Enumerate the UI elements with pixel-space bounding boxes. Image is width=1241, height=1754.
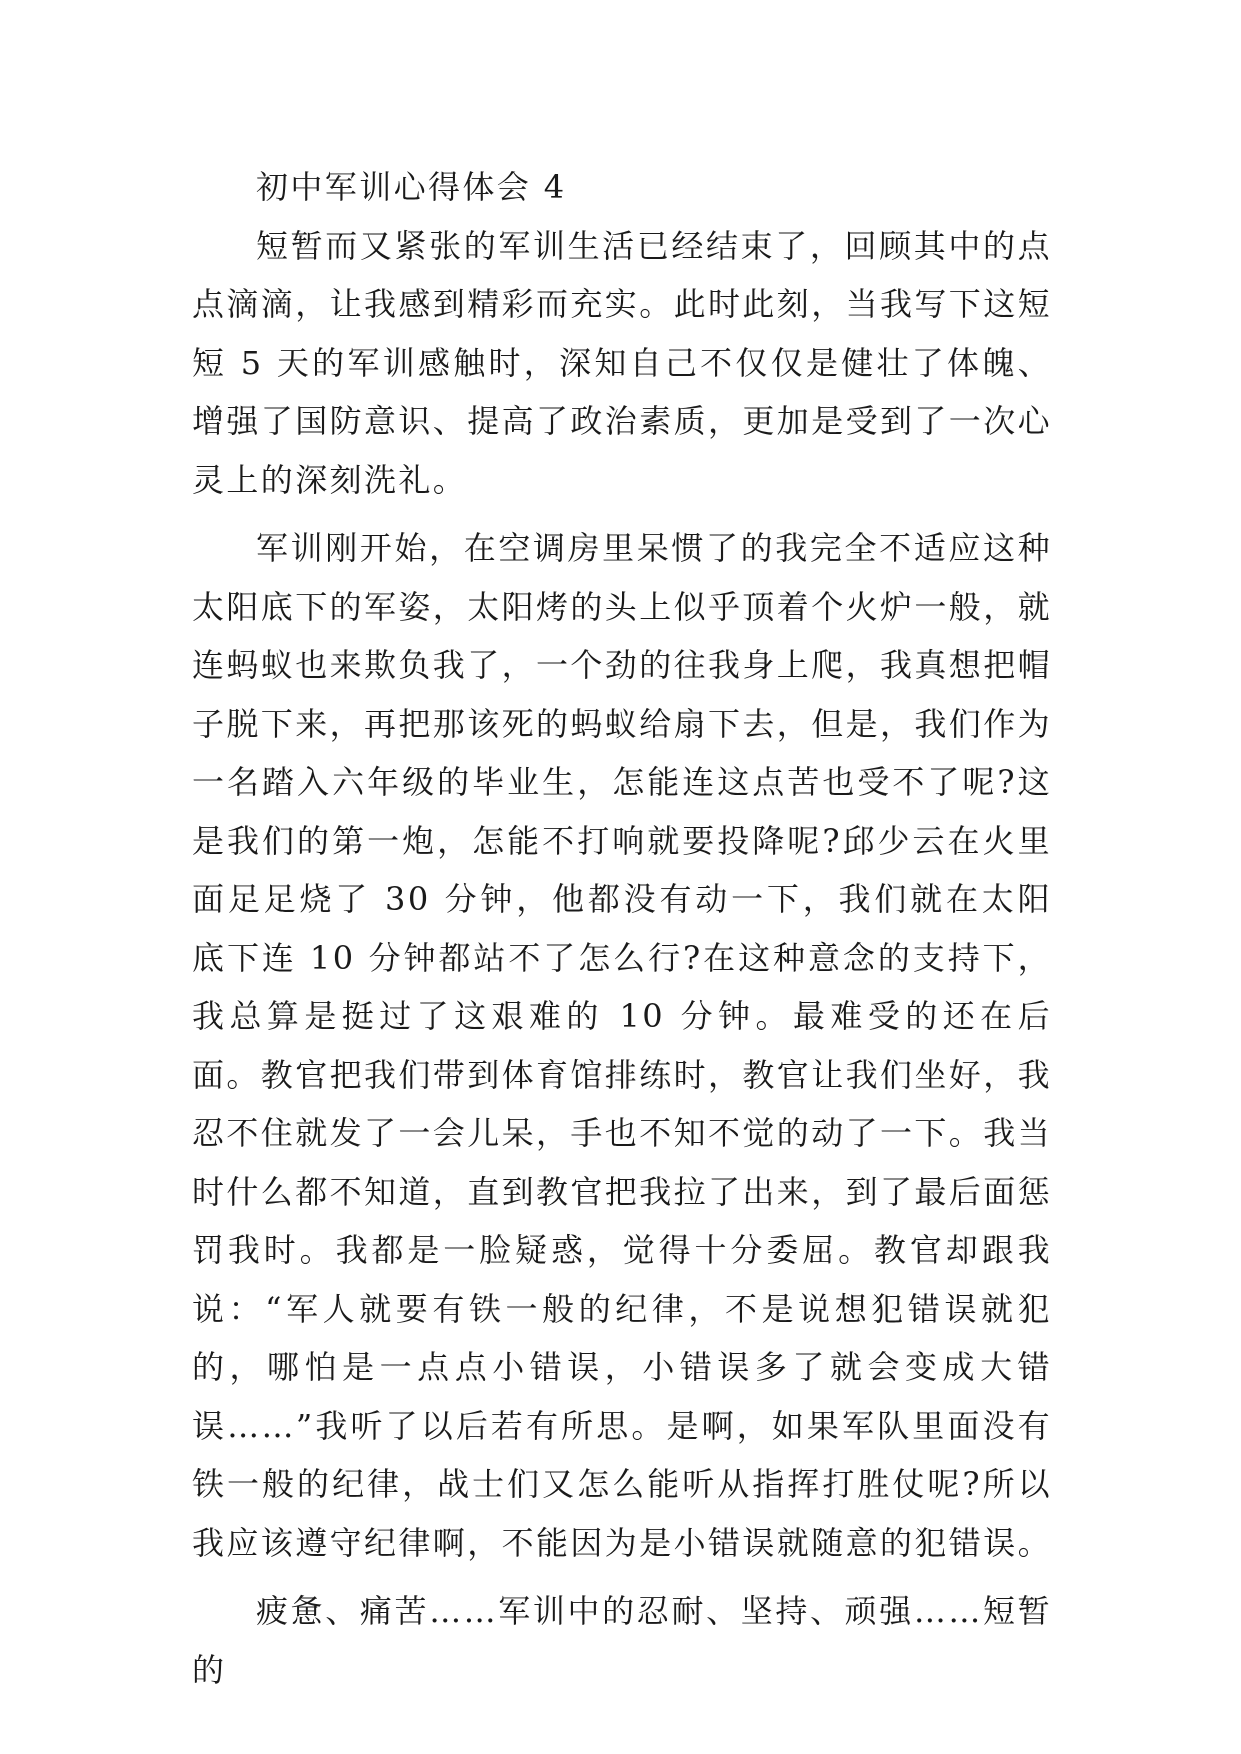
paragraph-3: 疲惫、痛苦……军训中的忍耐、坚持、顽强……短暂的 [192, 1592, 1052, 1689]
document-title: 初中军训心得体会 4 [256, 168, 567, 206]
paragraph-gap [192, 1572, 1052, 1582]
document-body [192, 158, 1052, 1699]
paragraph-1: 短暂而又紧张的军训生活已经结束了，回顾其中的点点滴滴，让我感到精彩而充实。此时此刻，当我写下这短短 5 天的军训感触时，深知自己不仅仅是健壮了体魄、增强了国防意识、提高了政治素质，更加是受到了一次心灵上的深刻洗礼。 [192, 226, 1053, 499]
paragraph-gap [192, 509, 1052, 519]
paragraph-2: 军训刚开始，在空调房里呆惯了的我完全不适应这种太阳底下的军姿，太阳烤的头上似乎顶着个火炉一般，就连蚂蚁也来欺负我了，一个劲的往我身上爬，我真想把帽子脱下来，再把那该死的蚂蚁给扇下去，但是，我们作为一名踏入六年级的毕业生，怎能连这点苦也受不了呢?这是我们的第一炮，怎能不打响就要投降呢?邱少云在火里面足足烧了 30 分钟，他都没有动一下，我们就在太阳底下连 10 分钟都站不了怎么行?在这种意念的支持下，我总算是挺过了这艰难的 10 分钟。最难受的还在后面。教官把我们带到体育馆排练时，教官让我们坐好，我忍不住就发了一会儿呆，手也不知不觉的动了一下。我当时什么都不知道，直到教官把我拉了出来，到了最后面惩罚我时。我都是一脸疑惑，觉得十分委屈。教官却跟我说：“军人就要有铁一般的纪律，不是说想犯错误就犯的，哪怕是一点点小错误，小错误多了就会变成大错误……”我听了以后若有所思。是啊，如果军队里面没有铁一般的纪律，战士们又怎么能听从指挥打胜仗呢?所以我应该遵守纪律啊，不能因为是小错误就随意的犯错误。 [192, 529, 1053, 1562]
